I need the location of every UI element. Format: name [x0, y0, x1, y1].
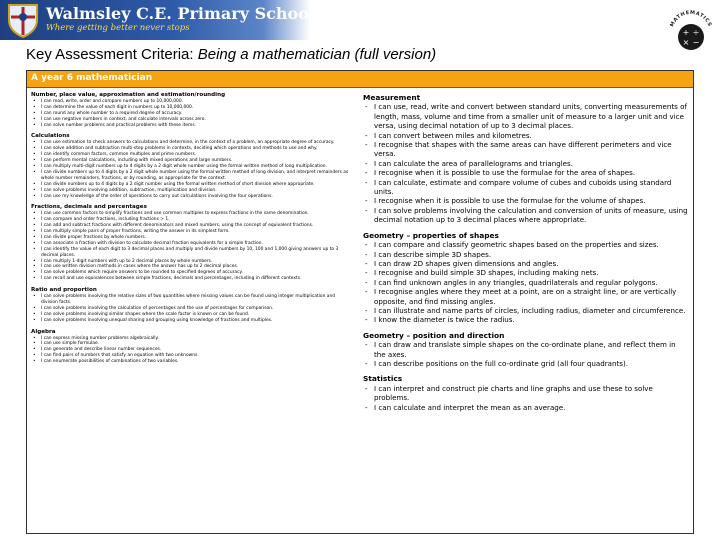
criteria-item: - I can find unknown angles in any triangles, quadrilaterals and regular polygons. — [363, 278, 689, 287]
criteria-item: - I can describe simple 3D shapes. — [363, 250, 689, 259]
year-heading: A year 6 mathematician — [31, 73, 153, 83]
criteria-section — [31, 205, 349, 282]
criteria-item: - I recognise when it is possible to use the formulae for the volume of shapes. — [363, 196, 689, 205]
criteria-section — [31, 93, 349, 128]
criteria-item: - I can calculate, estimate and compare volume of cubes and cuboids using standard units. — [363, 178, 689, 197]
criteria-item: - I recognise angles where they meet at a point, are on a straight line, or are vertically opposite, and find missing angles. — [363, 287, 689, 306]
criteria-item: • I can find pairs of numbers that satisfy an equation with two unknowns. — [31, 353, 349, 359]
criteria-item: • I can divide numbers up to 4 digits by a 2 digit number using the formal written method of short division where appropriate. — [31, 182, 349, 188]
criteria-item: - I can use, read, write and convert between standard units, converting measurements of length, mass, volume and time from a smaller unit of measure to a larger unit and vice versa, using decimal notation of up to 3 decimal places. — [363, 102, 689, 130]
criteria-item: • I can enumerate possibilities of combinations of two variables. — [31, 359, 349, 365]
criteria-item: • I can use simple formulae. — [31, 341, 349, 347]
criteria-item: • I can multiply simple pairs of proper fractions, writing the answer in its simplest form. — [31, 229, 349, 235]
school-motto: Where getting better never stops — [46, 23, 190, 33]
criteria-item: • I can associate a fraction with division to calculate decimal fraction equivalents for a simple fraction. — [31, 241, 349, 247]
section-title: Geometry – properties of shapes — [363, 230, 499, 240]
criteria-list — [363, 102, 689, 224]
year-heading-bar — [27, 71, 693, 88]
criteria-item: • I can compare and order fractions, including fractions > 1. — [31, 217, 349, 223]
right-column — [363, 93, 689, 418]
minus-symbol: − — [692, 38, 700, 47]
school-banner — [0, 0, 315, 40]
section-title: Fractions, decimals and percentages — [31, 204, 147, 211]
times-symbol: × — [682, 38, 690, 47]
criteria-section — [31, 330, 349, 365]
criteria-item: • I can use common factors to simplify fractions and use common multiples to express fractions in the same denomination. — [31, 211, 349, 217]
criteria-item: • I can determine the value of each digit in numbers up to 10,000,000. — [31, 105, 349, 111]
criteria-item: - I can calculate the area of parallelograms and triangles. — [363, 159, 689, 168]
criteria-item: • I can solve problems which require answers to be rounded to specified degrees of accuracy. — [31, 270, 349, 276]
criteria-item: - I can compare and classify geometric shapes based on the properties and sizes. — [363, 240, 689, 249]
title-main: Key Assessment Criteria: — [26, 46, 194, 63]
criteria-item: • I can use estimation to check answers to calculations and determine, in the context of a problem, an appropriate degree of accuracy. — [31, 140, 349, 146]
criteria-section — [31, 134, 349, 199]
section-title: Statistics — [363, 374, 403, 384]
criteria-frame — [26, 70, 694, 534]
criteria-item: - I can convert between miles and kilometres. — [363, 131, 689, 140]
section-title: Calculations — [31, 133, 70, 140]
criteria-item: • I can recall and use equivalences between simple fractions, decimals and percentages, including in different contexts. — [31, 276, 349, 282]
criteria-item: • I can identify the value of each digit to 3 decimal places and multiply and divide numbers by 10, 100 and 1,000 giving answers up to 3 decimal places. — [31, 247, 349, 259]
criteria-item: • I can solve number problems and practical problems with these items. — [31, 123, 349, 129]
criteria-list — [363, 384, 689, 412]
title-italic: Being a mathematician (full version) — [197, 46, 437, 63]
criteria-item: • I can round any whole number to a required degree of accuracy. — [31, 111, 349, 117]
criteria-list — [363, 240, 689, 325]
left-column — [31, 93, 349, 371]
school-crest-icon — [6, 2, 40, 38]
page-title — [26, 46, 436, 63]
criteria-item: • I can divide numbers up to 4 digits by a 2 digit whole number using the formal written method of long division, and interpret remainders as whole number remainders, fractions, or by rounding, as appropriate for the context. — [31, 170, 349, 182]
criteria-item: - I can calculate and interpret the mean as an average. — [363, 403, 689, 412]
criteria-list — [363, 340, 689, 368]
criteria-list — [31, 294, 349, 324]
criteria-item: • I can multiply multi-digit numbers up to 4 digits by a 2 digit whole number using the formal written method of long multiplication. — [31, 164, 349, 170]
divide-symbol: ÷ — [692, 28, 700, 37]
criteria-item: • I can solve problems involving the calculation of percentages and the use of percentages for comparison. — [31, 306, 349, 312]
criteria-item: • I can add and subtract fractions with different denominators and mixed numbers, using the concept of equivalent fractions. — [31, 223, 349, 229]
criteria-item: • I can solve problems involving similar shapes where the scale factor is known or can be found. — [31, 312, 349, 318]
criteria-item: • I can use written division methods in cases where the answer has up to 2 decimal places. — [31, 264, 349, 270]
section-title: Algebra — [31, 328, 56, 335]
criteria-list — [31, 99, 349, 129]
criteria-item: - I recognise that shapes with the same areas can have different perimeters and vice versa. — [363, 140, 689, 159]
section-title: Measurement — [363, 93, 421, 102]
section-title: Number, place value, approximation and estimation/rounding — [31, 92, 226, 98]
criteria-section — [31, 288, 349, 323]
criteria-item: • I can solve problems involving unequal sharing and grouping using knowledge of fractions and multiples. — [31, 318, 349, 324]
criteria-section — [363, 331, 689, 369]
criteria-item: - I can illustrate and name parts of circles, including radius, diameter and circumference. — [363, 306, 689, 315]
criteria-section — [363, 231, 689, 325]
criteria-section — [363, 93, 689, 225]
criteria-item: - I recognise when it is possible to use the formulae for the area of shapes. — [363, 168, 689, 177]
criteria-item: • I can solve problems involving addition, subtraction, multiplication and division. — [31, 188, 349, 194]
plus-symbol: + — [682, 28, 690, 37]
criteria-item: - I can draw 2D shapes given dimensions and angles. — [363, 259, 689, 268]
criteria-item: - I can solve problems involving the calculation and conversion of units of measure, using decimal notation up to 3 decimal places where appropriate. — [363, 206, 689, 225]
criteria-item: • I can read, write, order and compare numbers up to 10,000,000. — [31, 99, 349, 105]
criteria-item: • I can solve addition and subtraction multi-step problems in contexts, deciding which operations and methods to use and why. — [31, 146, 349, 152]
criteria-item: - I know the diameter is twice the radius. — [363, 315, 689, 324]
section-title: Ratio and proportion — [31, 287, 97, 294]
badge-text: MATHEMATICS — [669, 9, 713, 28]
section-title: Geometry – position and direction — [363, 330, 505, 340]
criteria-list — [31, 211, 349, 282]
criteria-item: • I can divide proper fractions by whole numbers. — [31, 235, 349, 241]
criteria-item: • I can use negative numbers in context, and calculate intervals across zero. — [31, 117, 349, 123]
criteria-item: • I can generate and describe linear number sequences. — [31, 347, 349, 353]
criteria-item: • I can perform mental calculations, including with mixed operations and large numbers. — [31, 158, 349, 164]
school-name: Walmsley C.E. Primary School — [46, 4, 315, 23]
criteria-item: - I recognise and build simple 3D shapes, including making nets. — [363, 268, 689, 277]
criteria-list — [31, 336, 349, 366]
criteria-section — [363, 374, 689, 412]
criteria-item: • I can express missing number problems algebraically. — [31, 336, 349, 342]
mathematics-badge-icon — [664, 6, 718, 60]
criteria-item: • I can identify common factors, common multiples and prime numbers. — [31, 152, 349, 158]
criteria-item: - I can draw and translate simple shapes on the co-ordinate plane, and reflect them in the axes. — [363, 340, 689, 359]
criteria-item: • I can use my knowledge of the order of operations to carry out calculations involving the four operations. — [31, 194, 349, 200]
criteria-item: • I can solve problems involving the relative sizes of two quantities where missing values can be found using integer multiplication and division facts. — [31, 294, 349, 306]
criteria-list — [31, 140, 349, 199]
criteria-item: - I can interpret and construct pie charts and line graphs and use these to solve problems. — [363, 384, 689, 403]
criteria-item: • I can multiply 1-digit numbers with up to 2 decimal places by whole numbers. — [31, 259, 349, 265]
criteria-item: - I can describe positions on the full co-ordinate grid (all four quadrants). — [363, 359, 689, 368]
